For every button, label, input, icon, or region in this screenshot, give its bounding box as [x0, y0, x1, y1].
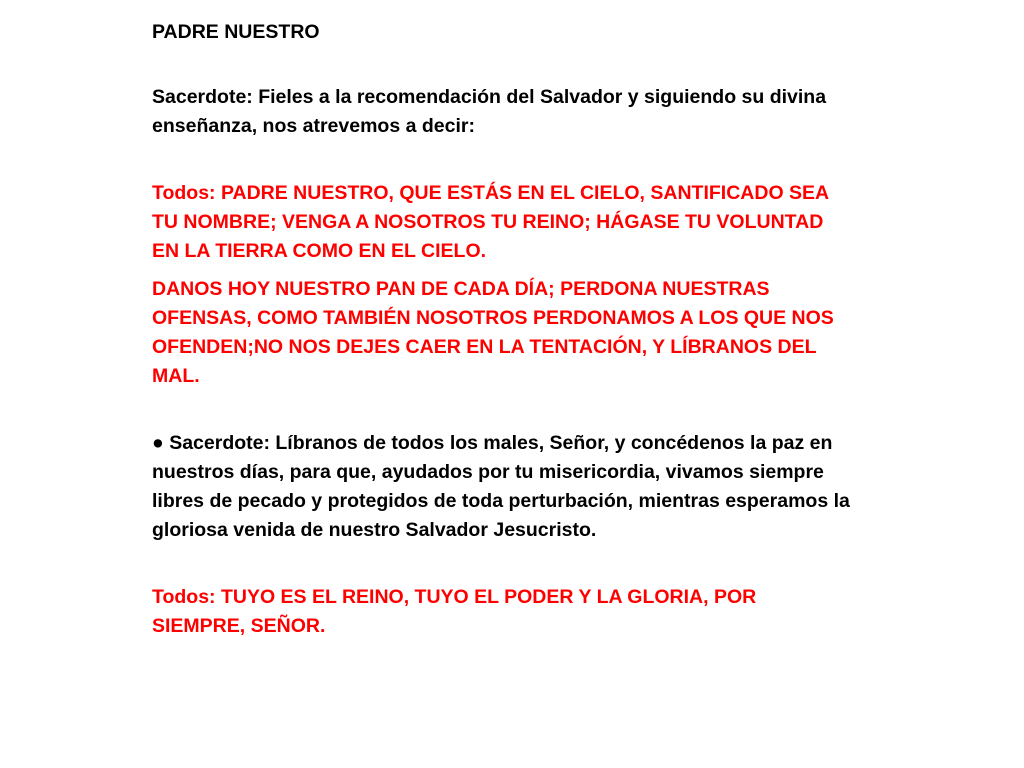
doxology-paragraph: Todos: TUYO ES EL REINO, TUYO EL PODER Y LA GLORIA, POR SIEMPRE, SEÑOR. [152, 586, 757, 637]
lords-prayer-part-two-paragraph: DANOS HOY NUESTRO PAN DE CADA DÍA; PERDONA NUESTRAS OFENSAS, COMO TAMBIÉN NOSOTROS PERDONAMOS A LOS QUE NOS OFENDEN;NO NOS DEJES CAER EN LA TENTACIÓN, Y LÍBRANOS DEL MAL. [152, 278, 834, 387]
slide-title: PADRE NUESTRO [152, 21, 320, 43]
lords-prayer-part-one-paragraph: Todos: PADRE NUESTRO, QUE ESTÁS EN EL CIELO, SANTIFICADO SEA TU NOMBRE; VENGA A NOSOTROS TU REINO; HÁGASE TU VOLUNTAD EN LA TIERRA COMO EN EL CIELO. [152, 182, 829, 262]
slide-text-body [152, 18, 852, 641]
priest-embolism-paragraph: ● Sacerdote: Líbranos de todos los males, Señor, y concédenos la paz en nuestros días, para que, ayudados por tu misericordia, vivamos siempre libres de pecado y protegidos de toda perturbación, mientras esperamos la gloriosa venida de nuestro Salvador Jesucristo. [152, 432, 850, 541]
priest-invitation-paragraph: Sacerdote: Fieles a la recomendación del Salvador y siguiendo su divina enseñanza, nos atrevemos a decir: [152, 86, 827, 137]
